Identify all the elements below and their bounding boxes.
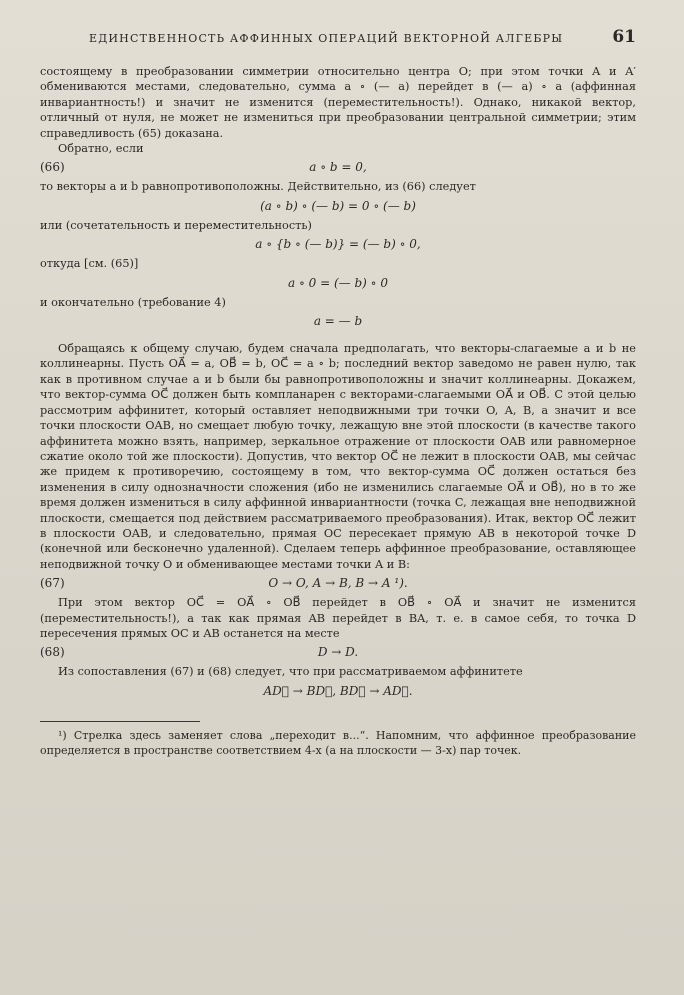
footnote: ¹) Стрелка здесь заменяет слова „переходит в...“. Напомним, что аффинное преобразование определяется в пространстве соответствием 4-х (а на плоскости — 3-х) пар точек.	[40, 728, 636, 757]
equation-68-tag: (68)	[40, 645, 65, 660]
paragraph-6: и окончательно (требование 4)	[40, 295, 226, 309]
equation-68	[40, 641, 636, 664]
paragraph-1: состоящему в преобразовании симметрии относительно центра O; при этом точки A и A′ обмениваются местами, следовательно, сумма a ∘ (— a) перейдет в (— a) ∘ a (аффинная инвариантность!) и значит не изменится (переместительность!). Однако, никакой вектор, отличный от нуля, не может не измениться при преобразовании центральной симметрии; этим справедливость (65) доказана.	[40, 65, 636, 140]
paragraph-5: откуда [см. (65)]	[40, 257, 139, 271]
equation-67	[40, 572, 636, 595]
paragraph-8: При этом вектор OC⃗ = OA⃗ ∘ OB⃗ перейдет в OB⃗ ∘ OA⃗ и значит не изменится (переместительность!), а так как прямая AB перейдет в BA, т. е. в самое себя, то точка D пересечения прямых OC и AB останется на месте	[40, 596, 636, 640]
equation-c-body: a ∘ 0 = (— b) ∘ 0	[288, 275, 388, 290]
page-header	[40, 24, 636, 64]
equation-66	[40, 156, 636, 179]
equation-a-body: (a ∘ b) ∘ (— b) = 0 ∘ (— b)	[260, 198, 416, 213]
equation-a	[40, 195, 636, 218]
paragraph-4: или (сочетательность и переместительность)	[40, 218, 312, 232]
equation-b-body: a ∘ {b ∘ (— b)} = (— b) ∘ 0,	[255, 237, 421, 252]
running-title: ЕДИНСТВЕННОСТЬ АФФИННЫХ ОПЕРАЦИЙ ВЕКТОРНОЙ АЛГЕБРЫ	[89, 32, 564, 45]
equation-e-body: AD⃗ → BD⃗, BD⃗ → AD⃗.	[263, 683, 413, 698]
paragraph-2: Обратно, если	[58, 142, 144, 156]
equation-66-body: a ∘ b = 0,	[309, 160, 367, 175]
paragraph-9: Из сопоставления (67) и (68) следует, что при рассматриваемом аффинитете	[58, 665, 523, 679]
equation-67-body: O → O, A → B, B → A ¹).	[268, 576, 408, 591]
paragraph-7: Обращаясь к общему случаю, будем сначала предполагать, что векторы-слагаемые a и b не коллинеарны. Пусть OA⃗ = a, OB⃗ = b, OC⃗ = a ∘ b; последний вектор заведомо не равен нулю, так как в противном случае a и b были бы равнопротивоположны и значит коллинеарны. Докажем, что вектор-сумма OC⃗ должен быть компланарен с векторами-слагаемыми OA⃗ и OB⃗. С этой целью рассмотрим аффинитет, который оставляет неподвижными три точки O, A, B, а значит и все точки плоскости OAB, но смещает любую точку, лежащую вне этой плоскости (в качестве такого аффинитета можно взять, например, зеркальное отражение от плоскости OAB или равномерное сжатие около той же плоскости). Допустив, что вектор OC⃗ не лежит в плоскости OAB, мы сейчас же придем к противоречию, состоящему в том, что вектор-сумма OC⃗ должен остаться без изменения в силу однозначности сложения (ибо не изменились слагаемые OA⃗ и OB⃗), но в то же время должен измениться в силу аффинной инвариантности (точка C, лежащая вне неподвижной плоскости, смещается под действием рассматриваемого преобразования). Итак, вектор OC⃗ лежит в плоскости OAB, и следовательно, прямая OC пересекает прямую AB в некоторой точке D (конечной или бесконечно удаленной). Сделаем теперь аффинное преобразование, оставляющее неподвижной точку O и обменивающее местами точки A и B:	[40, 342, 636, 571]
paragraph-3: то векторы a и b равнопротивоположны. Действительно, из (66) следует	[40, 180, 476, 194]
equation-67-tag: (67)	[40, 576, 65, 591]
page-number: 61	[612, 27, 636, 47]
equation-66-tag: (66)	[40, 160, 65, 175]
equation-e	[40, 680, 636, 703]
equation-68-body: D → D.	[317, 645, 359, 660]
equation-c	[40, 272, 636, 295]
equation-b	[40, 233, 636, 256]
equation-d	[40, 310, 636, 333]
footnote-divider	[40, 721, 200, 722]
equation-d-body: a = — b	[313, 314, 363, 329]
